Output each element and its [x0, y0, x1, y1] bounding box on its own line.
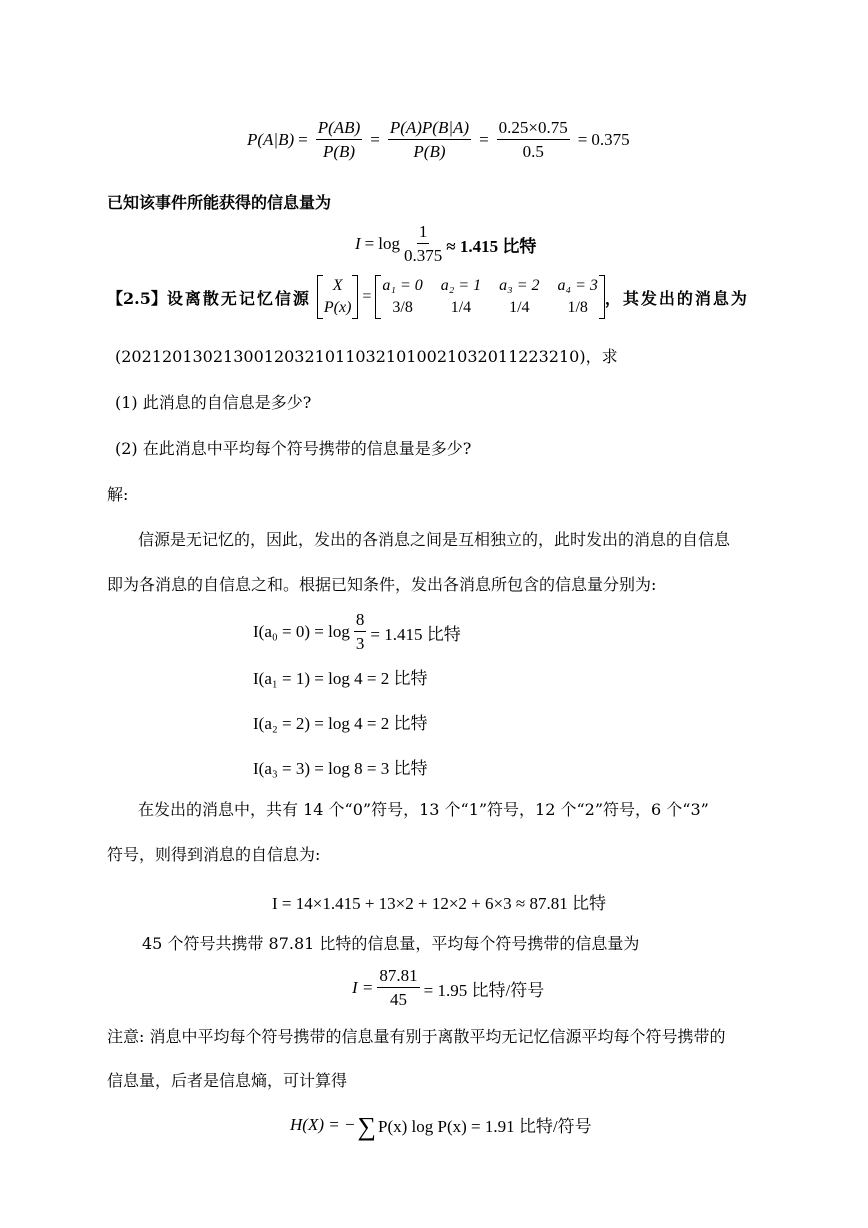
message-sequence: (202120130213001203210110321010021032011223210)，求 [115, 347, 618, 366]
known-info-line: 已知该事件所能获得的信息量为 [107, 193, 332, 212]
equation-information: I = log $\frac{1}{0.375}$ ≈ 1.415 比特 [355, 222, 537, 265]
eq1-result: 0.375 [591, 130, 630, 149]
problem-statement: 【2.5】 设离散无记忆信源 X P(x) = a₁ = 0 a₂ = 1 a₃ = 2 a₄ = 3 3/8 1/4 1/4 1/8 ，其发出的消息为 [107, 275, 749, 319]
eq2-fraction: $\frac{1}{0.375}$ [404, 222, 443, 265]
eq1-fraction-3: $\frac{0.25\times 0.75}{0.5}$ [498, 118, 568, 161]
eq1-fraction-2: $\frac{P(A)P(B|A)}{P(B)}$ [389, 118, 470, 161]
matrix-left: X P(x) [317, 275, 359, 319]
equation-info-a0: I(a₀ = 0) = log $\frac{8}{3}$ = 1.415 比特 [253, 610, 461, 653]
eq1-fraction-1: $\frac{P(AB)}{P(B)}$ [317, 118, 361, 161]
equation-entropy: H(X) = − ∑ P(x) log P(x) = 1.91 比特/符号 [290, 1111, 592, 1141]
equation-info-a1: I(a₁ = 1) = log 4 = 2 比特 [253, 669, 428, 688]
note-line-2: 信息量，后者是信息熵，可计算得 [107, 1071, 348, 1090]
question-2: (2) 在此消息中平均每个符号携带的信息量是多少? [115, 439, 472, 458]
equation-info-a3: I(a₃ = 3) = log 8 = 3 比特 [253, 759, 428, 778]
matrix-right: a₁ = 0 a₂ = 1 a₃ = 2 a₄ = 3 3/8 1/4 1/4 1/8 [375, 275, 604, 319]
paragraph-3: 45 个符号共携带 87.81 比特的信息量，平均每个符号携带的信息量为 [142, 934, 640, 953]
paragraph-2-line-1: 在发出的消息中，共有 14 个“0”符号，13 个“1”符号，12 个“2”符号，6 个“3” [138, 800, 709, 819]
question-1: (1) 此消息的自信息是多少? [115, 393, 312, 412]
eq1-lhs: P(A|B) [247, 130, 295, 149]
paragraph-1-line-2: 即为各消息的自信息之和。根据已知条件，发出各消息所包含的信息量分别为: [107, 575, 657, 594]
equation-info-a2: I(a₂ = 2) = log 4 = 2 比特 [253, 714, 428, 733]
solution-label: 解: [107, 485, 129, 504]
problem-intro: 设离散无记忆信源 [166, 288, 311, 308]
problem-tail: ，其发出的消息为 [604, 288, 749, 308]
problem-tag: 【2.5】 [107, 288, 167, 308]
equation-average-information: I = $\frac{87.81}{45}$ = 1.95 比特/符号 [352, 966, 545, 1009]
equation-conditional-probability: P(A|B) = $\frac{P(AB)}{P(B)}$ = $\frac{P(A)P(B|A)}{P(B)}$ = $\frac{0.25\times 0.75}{0.5}$ = 0.375 [247, 118, 630, 161]
equation-total-information: I = 14×1.415 + 13×2 + 12×2 + 6×3 ≈ 87.81 比特 [272, 894, 606, 913]
paragraph-1-line-1: 信源是无记忆的，因此，发出的各消息之间是互相独立的，此时发出的消息的自信息 [138, 530, 731, 549]
paragraph-2-line-2: 符号，则得到消息的自信息为: [107, 845, 321, 864]
note-line-1: 注意: 消息中平均每个符号携带的信息量有别于离散平均无记忆信源平均每个符号携带的 [107, 1027, 726, 1046]
